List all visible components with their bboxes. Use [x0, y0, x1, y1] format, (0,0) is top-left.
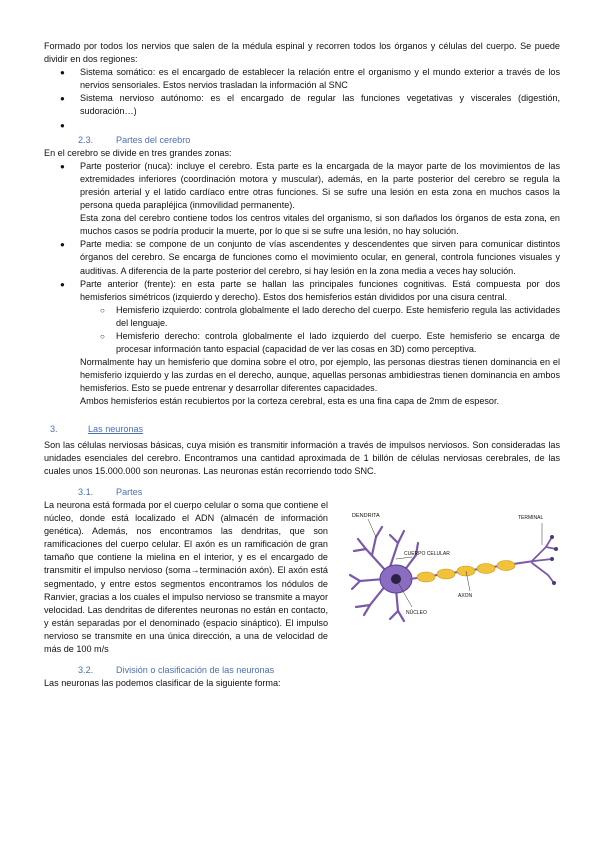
- list-item: ● Sistema nervioso autónomo: es el encargado de regular las funciones vegetativas y viscerales (digestión, sudoración…): [60, 93, 560, 117]
- label-axon: AXON: [458, 593, 473, 599]
- list-item: ○ Hemisferio izquierdo: controla globalmente el lado derecho del cuerpo. Este hemisferio regula las actividades del lenguaje.: [100, 304, 560, 328]
- list-item: ● Parte posterior (nuca): incluye el cerebro. Esta parte es la encargada de la mayor parte de los movimientos de las extremidades inferiores (coordinación motora y muscular), además, en la parte posterior del cerebro se regula la presión arterial y el latido cardíaco entre otras funciones. Si se sufre una lesión en esta zona en muchos casos la persona queda parapléjica (inmovilidad permanente). Esta zona del cerebro contiene todos los centros vitales del organismo, si son dañados los órganos de esta zona, en muchos casos se podría producir la muerte, por lo que si se sufre una lesión, no hay solución.: [60, 160, 560, 237]
- hollow-bullet-icon: ○: [100, 331, 105, 341]
- bullet-icon: ●: [60, 240, 65, 250]
- regions-list: [44, 66, 560, 131]
- section-heading-3-1: 3.1. Partes: [78, 486, 143, 497]
- cortex-paragraph: Ambos hemisferios están recubiertos por la corteza cerebral, esta es una fina capa de 2mm de espesor.: [80, 396, 500, 407]
- label-cuerpo: CUERPO CELULAR: [404, 551, 450, 557]
- list-item: [44, 119, 560, 132]
- section-heading-2-3: 2.3. Partes del cerebro: [78, 134, 191, 145]
- neurons-intro: Son las células nerviosas básicas, cuya misión es transmitir información a través de impulsos nerviosos. Son consideradas las unidades esenciales del cerebro. Encontramos una cantidad aproximada de 1 billón de células nerviosas cerebrales, de las cuales unos 15.000.000 son neuronas. Las neuronas están recorriendo todo SNC.: [44, 439, 560, 476]
- hollow-bullet-icon: ○: [100, 305, 105, 315]
- list-item: ○ Hemisferio derecho: controla globalmente el lado izquierdo del cuerpo. Este hemisferio se encarga de procesar información tanto espacial (capacidad de ver las cosas en 3D) como perceptiva.: [100, 330, 560, 355]
- list-item: ● Sistema somático: es el encargado de establecer la relación entre el organismo y el mundo exterior a través de los nervios sensoriales. Estos nervios trasladan la información al SNC: [60, 67, 560, 91]
- section-lead: En el cerebro se divide en tres grandes zonas:: [44, 147, 232, 158]
- brain-parts-list: [44, 160, 560, 356]
- classification-lead: Las neuronas las podemos clasificar de la siguiente forma:: [44, 678, 281, 689]
- neuron-parts-text: La neurona está formada por el cuerpo celular o soma que contiene el núcleo, donde está localizado el ADN (almacén de información genética). Además, nos encontramos las dendritas, que son ramificaciones del cuerpo celular. El axón es un ramificación de gran tamaño que contiene la mielina en el interior, y es el encargado de transmitir el impulso nervioso (soma→terminación axón). El axón está segmentado, y entre estos segmentos encontramos los nódulos de Ranvier, gracias a los cuales el impulso nervioso se transmite a mayor velocidad. Las dendritas de diferentes neuronas no están en contacto, y están separadas por el denominado (espacio sináptico). El impulso nervioso se transmite en una única dirección, a una de velocidad de más de 100 m/s: [44, 500, 328, 655]
- label-terminal: TERMINAL: [518, 515, 544, 521]
- bullet-icon: ●: [60, 68, 65, 78]
- section-heading-3-2: 3.2. División o clasificación de las neuronas: [78, 665, 275, 676]
- intro-paragraph: Formado por todos los nervios que salen de la médula espinal y recorren todos los órganos y células del cuerpo. Se puede dividir en dos regiones:: [44, 41, 560, 65]
- bullet-icon: ●: [60, 161, 65, 171]
- bullet-icon: ●: [60, 279, 65, 289]
- bullet-icon: ●: [60, 94, 65, 104]
- document-page: [44, 40, 560, 690]
- list-item: ● Parte media: se compone de un conjunto de vías ascendentes y descendentes que sirven para comunicar distintos órganos del cerebro. Se encarga de funciones como el movimiento ocular, en general, controla funciones visuales y auditivas. A diferencia de la parte posterior del cerebro, si hay lesión en la zona media a veces hay solución.: [60, 239, 560, 276]
- dominance-paragraph: Normalmente hay un hemisferio que domina sobre el otro, por ejemplo, las personas diestras tienen dominancia en el hemisferio izquierdo y las zurdas en el derecho, aunque, aquellas personas ambidiestras tienen dominancia en ambos hemisferios. Esto se puede entrenar y desarrollar diferentes capacidades.: [80, 357, 560, 394]
- neuron-diagram: [346, 509, 560, 629]
- bullet-icon: ●: [60, 120, 65, 130]
- label-dendrita: DENDRITA: [352, 513, 380, 519]
- neuron-parts-block: [44, 499, 560, 656]
- diagram-background: [346, 509, 560, 629]
- section-heading-3: 3. Las neuronas: [50, 423, 144, 434]
- label-nucleo: NÚCLEO: [406, 610, 427, 616]
- list-item: ● Parte anterior (frente): en esta parte se hallan las principales funciones cognitivas. Está compuesta por dos hemisferios simétricos (izquierdo y derecho). Estos dos hemisferios están divididos por una cisura central.: [60, 278, 560, 302]
